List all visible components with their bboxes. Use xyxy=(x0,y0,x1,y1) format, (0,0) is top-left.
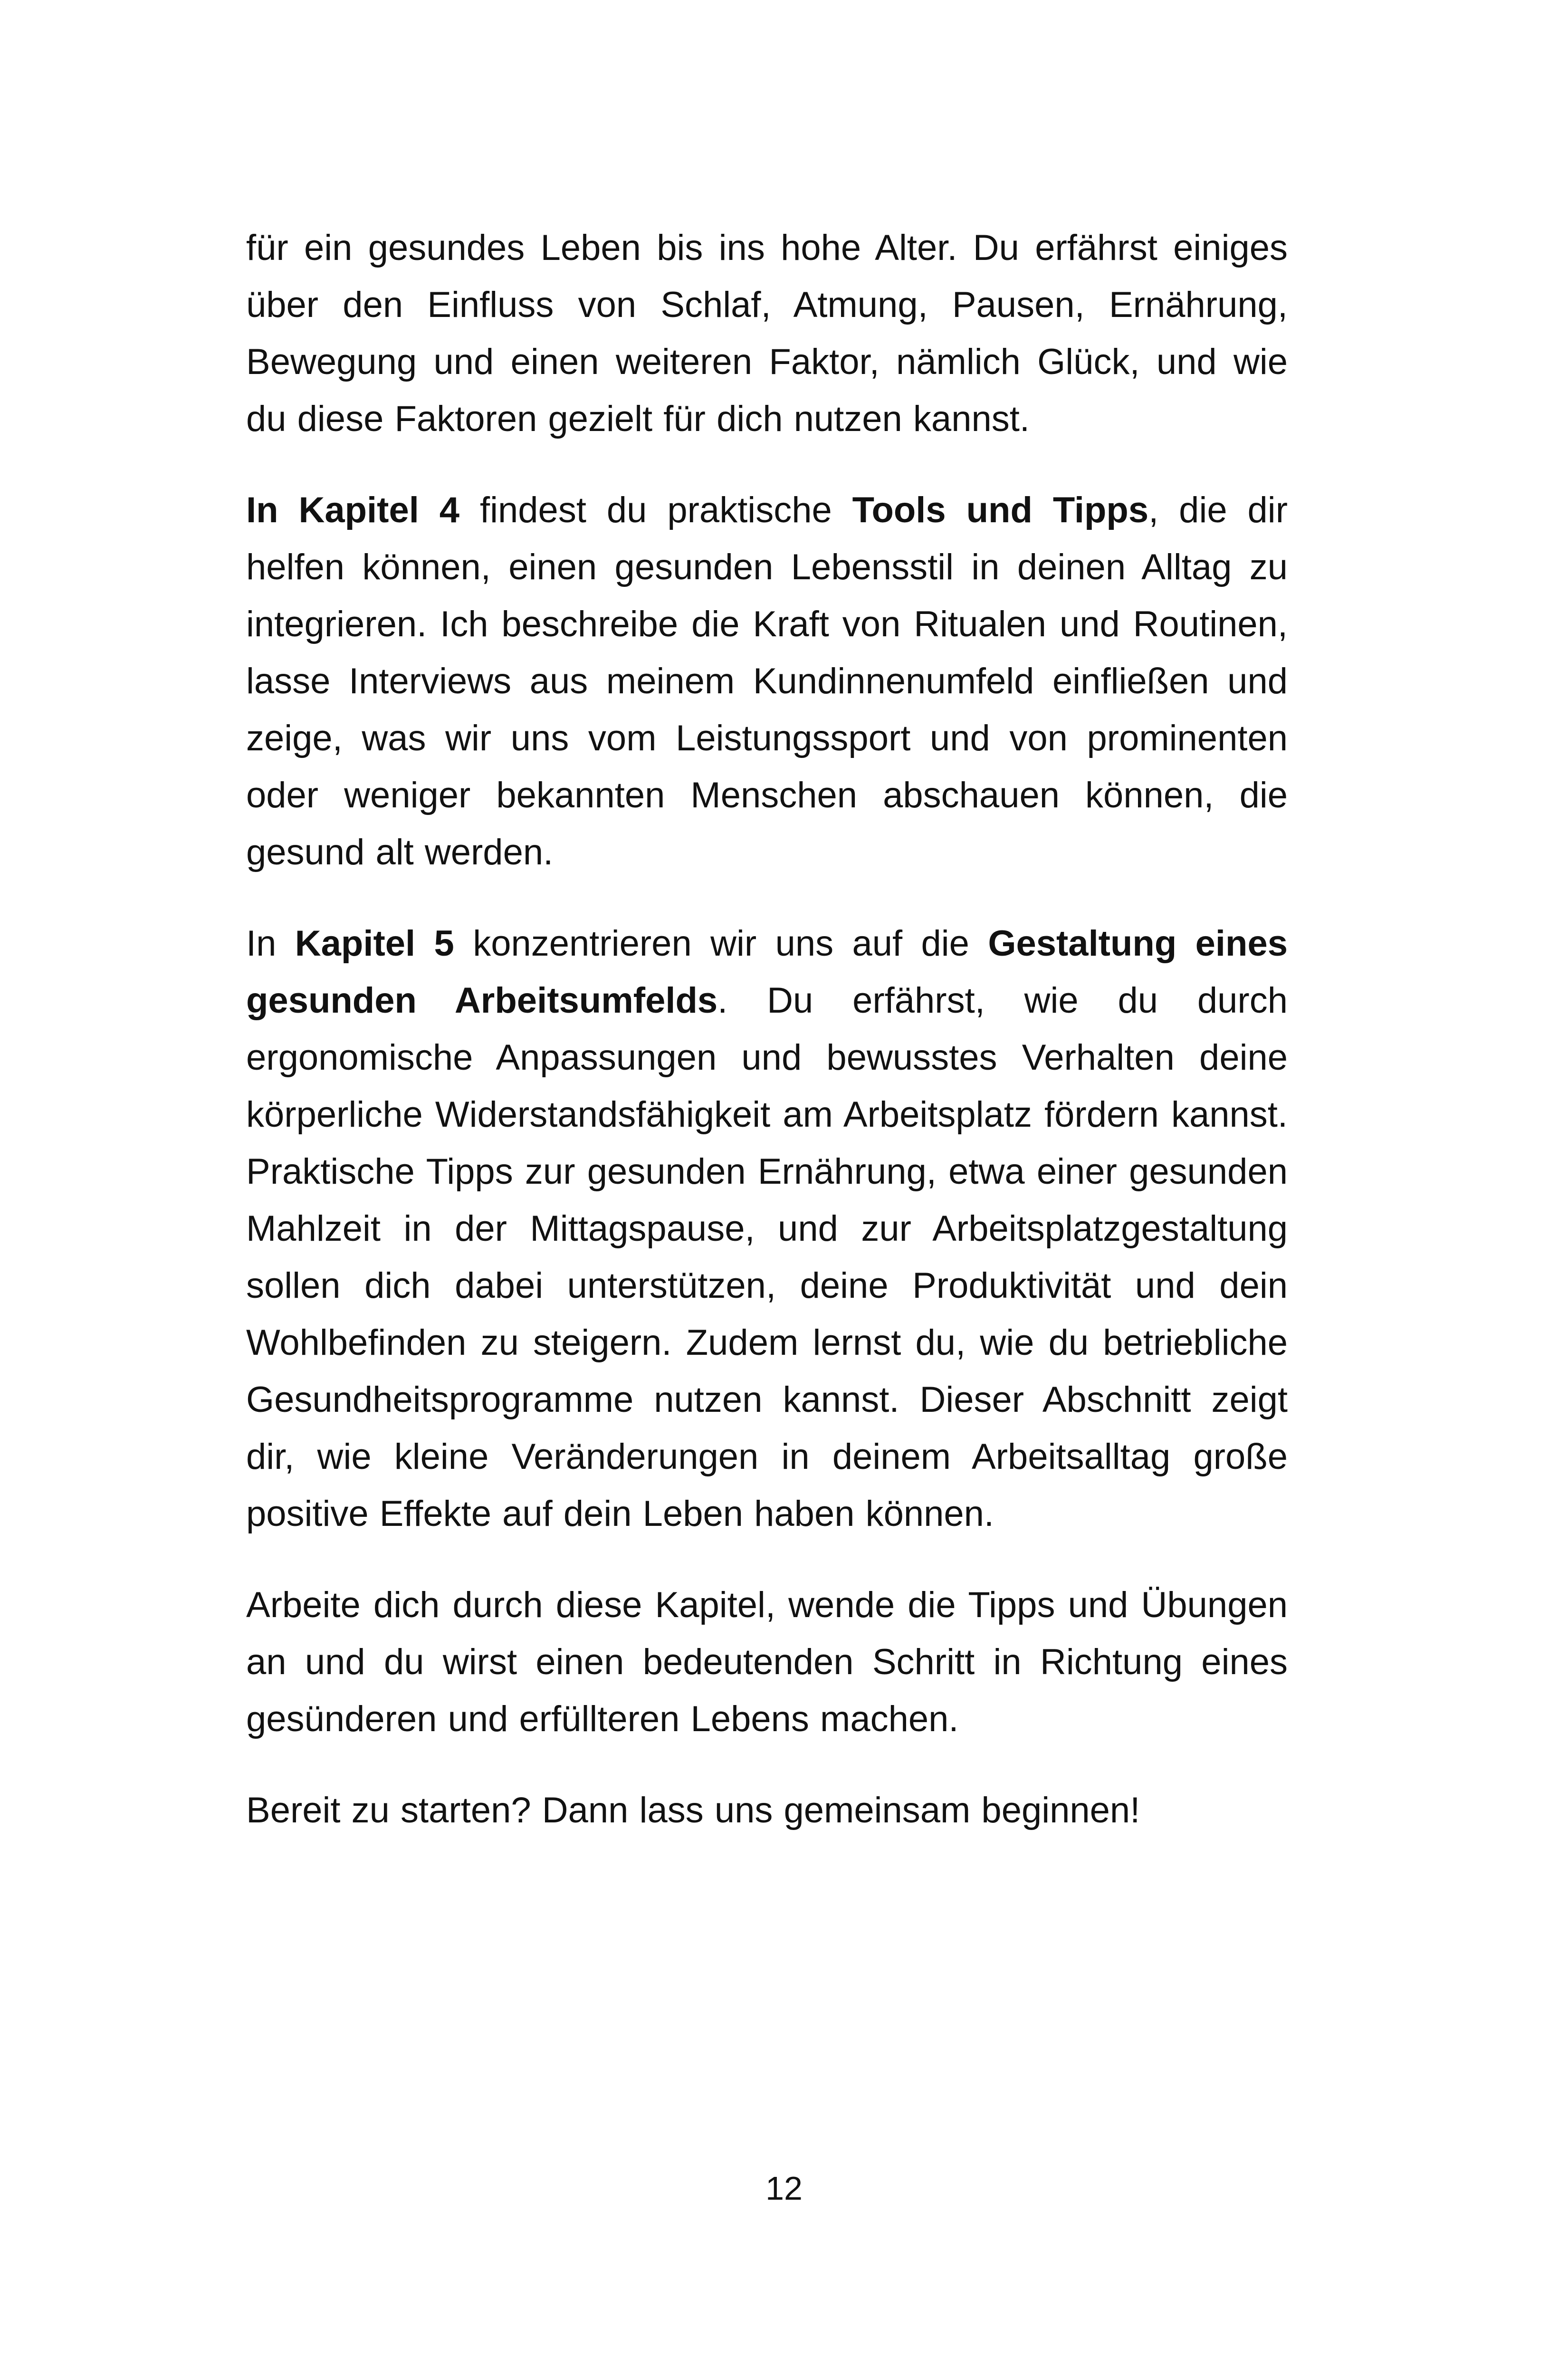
paragraph-3-text-a: In xyxy=(246,923,295,964)
paragraph-3-text-c: . Du erfährst, wie du durch ergonomische Anpassungen und bewusstes Verhalten deine körperliche Widerstandsfähigkeit am Arbeitsplatz fördern kannst. Praktische Tipps zur gesunden Ernährung, etwa einer gesunden Mahlzeit in der Mittagspause, und zur Arbeitsplatzgestaltung sollen dich dabei unterstützen, deine Produktivität und dein Wohlbefinden zu steigern. Zudem lernst du, wie du betriebliche Gesundheitsprogramme nutzen kannst. Dieser Abschnitt zeigt dir, wie kleine Veränderungen in deinem Arbeitsalltag große positive Effekte auf dein Leben haben können. xyxy=(246,980,1288,1534)
paragraph-2-text-b: , die dir helfen können, einen gesunden Lebensstil in deinen Alltag zu integrieren. Ich beschreibe die Kraft von Ritualen und Routinen, lasse Interviews aus meinem Kundinnenumfeld einfließen und zeige, was wir uns vom Leistungssport und von prominenten oder weniger bekannten Menschen abschauen können, die gesund alt werden. xyxy=(246,490,1288,872)
chapter-5-label: Kapitel 5 xyxy=(295,923,454,964)
chapter-4-label: In Kapitel 4 xyxy=(246,490,460,530)
arbeitsumfeld-label: Gestaltung eines gesunden Arbeitsumfelds xyxy=(246,923,1288,1021)
tools-tipps-label: Tools und Tipps xyxy=(852,490,1149,530)
body-text xyxy=(246,220,1288,1873)
paragraph-1-text: für ein gesundes Leben bis ins hohe Alter. Du erfährst einiges über den Einfluss von Schlaf, Atmung, Pausen, Ernährung, Bewegung und einen weiteren Faktor, nämlich Glück, und wie du diese Faktoren gezielt für dich nutzen kannst. xyxy=(246,228,1288,439)
paragraph-2 xyxy=(246,482,1288,881)
paragraph-5 xyxy=(246,1782,1288,1839)
paragraph-4 xyxy=(246,1577,1288,1748)
paragraph-3 xyxy=(246,915,1288,1542)
paragraph-2-text-a: findest du praktische xyxy=(459,490,852,530)
paragraph-3-text-b: konzentrieren wir uns auf die xyxy=(454,923,988,964)
paragraph-4-text: Arbeite dich durch diese Kapitel, wende die Tipps und Übungen an und du wirst einen bedeutenden Schritt in Richtung eines gesünderen und erfüllteren Lebens machen. xyxy=(246,1585,1288,1739)
paragraph-5-text: Bereit zu starten? Dann lass uns gemeinsam beginnen! xyxy=(246,1790,1140,1830)
page-number: 12 xyxy=(765,2170,803,2207)
paragraph-1 xyxy=(246,220,1288,448)
